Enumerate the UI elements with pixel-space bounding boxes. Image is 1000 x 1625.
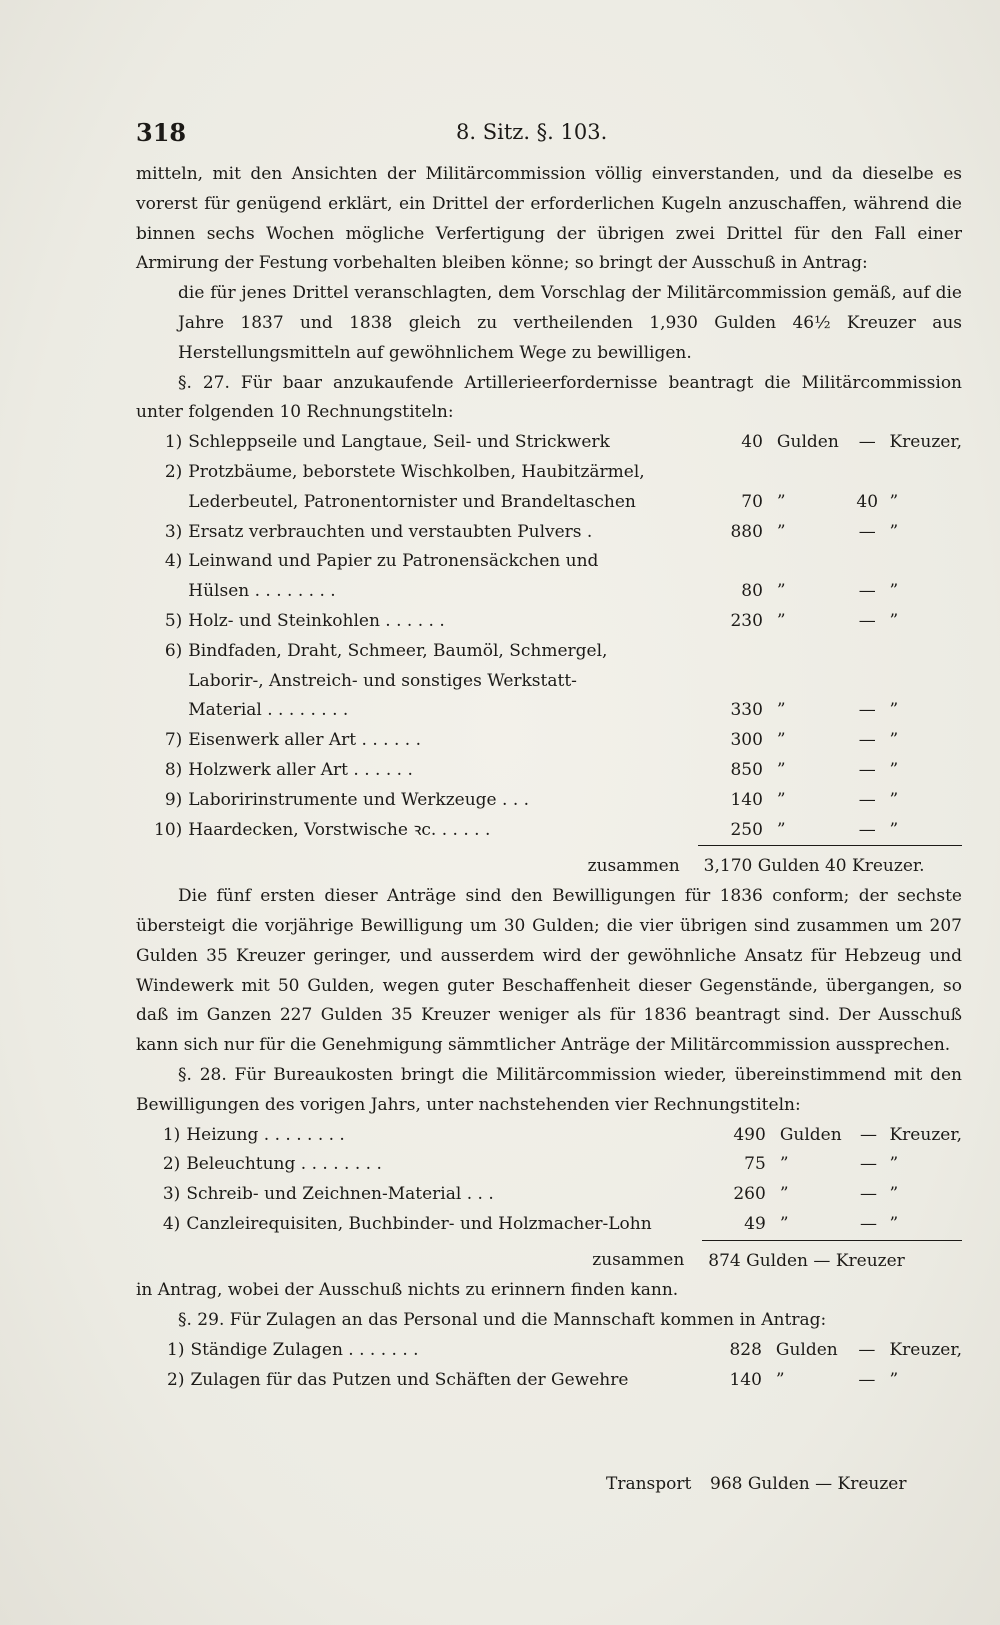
item-kreuzer: — (858, 1340, 876, 1361)
item-number: 4) (164, 551, 183, 572)
item-number: 3) (164, 521, 183, 542)
table-row (136, 786, 962, 816)
item-label: Holzwerk aller Art . . . . . . (188, 759, 413, 780)
item-number: 10) (154, 819, 183, 840)
transport-value: 968 Gulden — Kreuzer (710, 1474, 907, 1494)
table-row (136, 726, 962, 756)
item-unit: ” (779, 1154, 789, 1175)
item-amount: 300 (730, 730, 763, 751)
item-kreuzer: — (858, 432, 876, 453)
table-row (136, 577, 962, 607)
item-kreuzer-unit: ” (889, 1184, 899, 1205)
item-amount (698, 667, 777, 697)
item-kreuzer (845, 667, 890, 697)
item-amount: 49 (744, 1213, 766, 1234)
page-header (136, 118, 930, 148)
section-28-table (136, 1121, 962, 1277)
item-kreuzer: — (859, 1213, 877, 1234)
item-amount: 140 (729, 1369, 762, 1390)
item-number: 2) (167, 1369, 185, 1390)
item-kreuzer-unit: ” (889, 700, 899, 721)
item-label: Holz- und Steinkohlen . . . . . . (188, 610, 445, 631)
item-amount: 230 (730, 610, 763, 631)
item-kreuzer-unit: Kreuzer, (889, 1124, 962, 1145)
item-kreuzer-unit: ” (889, 610, 899, 631)
sum-value: 3,170 Gulden 40 Kreuzer. (698, 846, 962, 882)
proposal-paragraph: die für jenes Drittel veranschlagten, dem Vorschlag der Militärcommission gemäß, auf die Jahre 1837 und 1838 gleich zu vertheilenden 1,930 Gulden 46½ Kreuzer aus Herstellungsmitteln auf gewöhnlichem Wege zu bewilligen. (178, 283, 962, 363)
table-row (136, 696, 962, 726)
table-row (136, 1366, 962, 1396)
item-number: 5) (164, 610, 183, 631)
item-kreuzer-unit: ” (889, 521, 899, 542)
item-label: Schreib- und Zeichnen-Material . . . (186, 1184, 494, 1205)
table-row (136, 458, 962, 488)
item-label: Material . . . . . . . . (188, 700, 349, 721)
item-kreuzer: — (859, 1124, 877, 1145)
item-label: Laborir-, Anstreich- und sonstiges Werkstatt- (188, 670, 577, 691)
item-label: Eisenwerk aller Art . . . . . . (188, 730, 421, 751)
section-29-table (136, 1336, 962, 1396)
item-number: 4) (162, 1213, 181, 1234)
sum-spacer (136, 846, 188, 882)
item-unit (777, 458, 845, 488)
item-kreuzer: — (858, 700, 876, 721)
running-title: 8. Sitz. §. 103. (456, 120, 608, 144)
item-label: Lederbeutel, Patronentornister und Brandeltaschen (188, 491, 636, 512)
table-row (136, 1150, 962, 1180)
item-number (136, 667, 188, 697)
item-unit: ” (776, 491, 786, 512)
item-label: Haardecken, Vorstwische ꝛc. . . . . . (188, 819, 491, 840)
item-number: 1) (164, 432, 183, 453)
item-kreuzer-unit (889, 637, 962, 667)
item-label: Zulagen für das Putzen und Schäften der Gewehre (190, 1369, 629, 1390)
item-kreuzer-unit: ” (889, 491, 899, 512)
table-row (136, 816, 962, 846)
item-kreuzer: — (858, 789, 876, 810)
item-label: Ersatz verbrauchten und verstaubten Pulvers . (188, 521, 593, 542)
item-unit: Gulden (779, 1124, 842, 1145)
table-row (136, 1210, 962, 1240)
item-unit: ” (776, 581, 786, 602)
item-kreuzer-unit: Kreuzer, (889, 432, 962, 453)
item-label: Beleuchtung . . . . . . . . (186, 1154, 382, 1175)
paragraph-1: mitteln, mit den Ansichten der Militärcommission völlig einverstanden, und da dieselbe es vorerst für genügend erklärt, ein Drittel der erforderlichen Kugeln anzuschaffen, während die binnen sechs Wochen mögliche Verfertigung der übrigen zwei Drittel für den Fall einer Armirung der Festung vorbehalten bleiben könne; so bringt der Ausschuß in Antrag: (136, 164, 962, 274)
item-kreuzer-unit: ” (889, 1369, 899, 1390)
item-unit: Gulden (775, 1340, 838, 1361)
item-amount (698, 547, 777, 577)
item-amount: 490 (733, 1124, 766, 1145)
table-row (136, 667, 962, 697)
item-label: Heizung . . . . . . . . (186, 1124, 345, 1145)
sum-row (136, 846, 962, 882)
item-kreuzer: — (858, 610, 876, 631)
table-row (136, 1180, 962, 1210)
body-text (136, 160, 962, 1396)
table-row (136, 1121, 962, 1151)
item-label: Schleppseile und Langtaue, Seil- und Strickwerk (188, 432, 610, 453)
table-row (136, 547, 962, 577)
item-label: Ständige Zulagen . . . . . . . (190, 1340, 419, 1361)
item-label: Hülsen . . . . . . . . (188, 581, 336, 602)
table-row (136, 607, 962, 637)
item-amount (698, 458, 777, 488)
paragraph-3: Die fünf ersten dieser Anträge sind den Bewilligungen für 1836 conform; der sechste übersteigt die vorjährige Bewilligung um 30 Gulden; die vier übrigen sind zusammen um 207 Gulden 35 Kreuzer geringer, und ausserdem wird der gewöhnliche Ansatz für Hebzeug und Windewerk mit 50 Gulden, wegen guter Beschaffenheit dieser Gegenstände, übergangen, so daß im Ganzen 227 Gulden 35 Kreuzer weniger als für 1836 beantragt sind. Der Ausschuß kann sich nur für die Genehmigung sämmtlicher Anträge der Militärcommission aussprechen. (136, 886, 962, 1056)
item-kreuzer-unit: ” (889, 759, 899, 780)
item-unit (777, 637, 845, 667)
table-row (136, 488, 962, 518)
item-label: Protzbäume, beborstete Wischkolben, Haubitzärmel, (188, 461, 645, 482)
item-number: 2) (164, 461, 183, 482)
item-kreuzer (845, 637, 890, 667)
item-unit: ” (776, 789, 786, 810)
item-number: 8) (164, 759, 183, 780)
item-unit: ” (779, 1213, 789, 1234)
item-number (136, 696, 188, 726)
item-kreuzer-unit (889, 667, 962, 697)
item-amount: 330 (730, 700, 763, 721)
item-kreuzer: — (858, 581, 876, 602)
item-kreuzer-unit: ” (889, 819, 899, 840)
table-row (136, 756, 962, 786)
section-27-intro: §. 27. Für baar anzukaufende Artillerieerfordernisse beantragt die Militärcommission unter folgenden 10 Rechnungstiteln: (136, 372, 962, 423)
item-amount: 140 (730, 789, 763, 810)
item-kreuzer-unit: ” (889, 1213, 899, 1234)
item-amount (698, 637, 777, 667)
item-kreuzer-unit (889, 458, 962, 488)
item-amount: 250 (730, 819, 763, 840)
transport-label: Transport (606, 1474, 692, 1494)
item-unit: Gulden (776, 432, 839, 453)
item-number: 7) (164, 730, 183, 751)
item-label: Bindfaden, Draht, Schmeer, Baumöl, Schmergel, (188, 640, 608, 661)
item-amount: 75 (744, 1154, 766, 1175)
table-row (136, 518, 962, 548)
table-row (136, 428, 962, 458)
section-28-closing: in Antrag, wobei der Ausschuß nichts zu erinnern finden kann. (136, 1280, 679, 1301)
sum-label: zusammen (587, 855, 680, 876)
item-unit: ” (776, 759, 786, 780)
item-kreuzer: 40 (856, 491, 879, 512)
item-kreuzer-unit: Kreuzer, (889, 1340, 962, 1361)
item-number: 3) (162, 1184, 181, 1205)
item-number (136, 577, 188, 607)
item-kreuzer: — (858, 759, 876, 780)
item-amount: 828 (729, 1340, 762, 1361)
item-kreuzer (845, 547, 890, 577)
item-number: 6) (164, 640, 183, 661)
item-label: Canzleirequisiten, Buchbinder- und Holzmacher-Lohn (186, 1213, 652, 1234)
item-unit: ” (776, 521, 786, 542)
item-label: Laboririnstrumente und Werkzeuge . . . (188, 789, 530, 810)
section-29-intro: §. 29. Für Zulagen an das Personal und die Mannschaft kommen in Antrag: (178, 1310, 827, 1331)
item-number (136, 488, 188, 518)
item-amount: 80 (741, 581, 763, 602)
item-number: 1) (162, 1124, 181, 1145)
sum-value: 874 Gulden — Kreuzer (702, 1240, 962, 1276)
item-kreuzer-unit: ” (889, 1154, 899, 1175)
item-kreuzer: — (859, 1154, 877, 1175)
item-kreuzer: — (859, 1184, 877, 1205)
sum-spacer (136, 1240, 186, 1276)
item-unit (777, 667, 845, 697)
item-kreuzer-unit (889, 547, 962, 577)
item-number: 1) (167, 1340, 185, 1361)
item-kreuzer-unit: ” (889, 581, 899, 602)
section-28-intro: §. 28. Für Bureaukosten bringt die Militärcommission wieder, übereinstimmend mit den Bewilligungen des vorigen Jahrs, unter nachstehenden vier Rechnungstiteln: (136, 1064, 962, 1115)
item-amount: 850 (730, 759, 763, 780)
item-amount: 70 (741, 491, 763, 512)
sum-row (136, 1240, 962, 1276)
item-kreuzer: — (858, 819, 876, 840)
section-27-table (136, 428, 962, 882)
table-row (136, 1336, 962, 1366)
sum-label: zusammen (592, 1250, 685, 1271)
item-kreuzer: — (858, 730, 876, 751)
item-kreuzer: — (858, 1369, 876, 1390)
item-unit: ” (779, 1184, 789, 1205)
item-kreuzer (845, 458, 890, 488)
item-kreuzer-unit: ” (889, 730, 899, 751)
item-kreuzer: — (858, 521, 876, 542)
item-amount: 40 (741, 432, 763, 453)
item-unit: ” (775, 1369, 785, 1390)
item-unit: ” (776, 700, 786, 721)
item-kreuzer-unit: ” (889, 789, 899, 810)
item-number: 2) (162, 1154, 181, 1175)
item-unit: ” (776, 730, 786, 751)
item-label: Leinwand und Papier zu Patronensäckchen und (188, 551, 599, 572)
item-number: 9) (164, 789, 183, 810)
table-row (136, 637, 962, 667)
item-unit: ” (776, 819, 786, 840)
page-number: 318 (136, 118, 187, 147)
item-unit: ” (776, 610, 786, 631)
item-unit (777, 547, 845, 577)
item-amount: 880 (730, 521, 763, 542)
item-amount: 260 (733, 1184, 766, 1205)
